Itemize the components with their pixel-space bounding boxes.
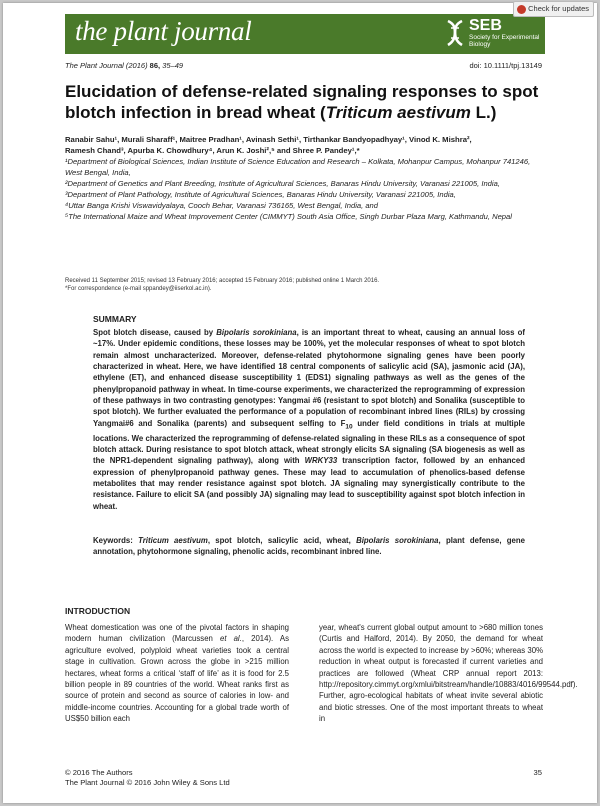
authors-line: Ranabir Sahu¹, Murali Sharaff¹, Maitree Pradhan¹, Avinash Sethi¹, Tirthankar Bandyopadhyay¹, Vinod K. Mishra², — [65, 135, 472, 144]
check-for-updates-button[interactable] — [513, 1, 594, 17]
author-list — [65, 134, 545, 156]
citation-pages: 35–49 — [162, 61, 184, 70]
affiliation: ⁵The International Maize and Wheat Improvement Center (CIMMYT) South Asia Office, Singh Durbar Plaza Marg, Kathmandu, Nepal — [65, 212, 512, 221]
doi[interactable]: doi: 10.1111/tpj.13149 — [469, 61, 542, 70]
introduction-heading: INTRODUCTION — [65, 606, 131, 616]
summary-text: Spot blotch disease, caused by Bipolaris sorokiniana, is an important threat to wheat, causing an annual loss of ~17%. Under epidemic conditions, these losses may be 100%, yet the molecular responses of wheat to spot blotch remain almost uncharacterized. Moreover, defense-related phytohormone signaling genes have been poorly characterized in wheat. Here, we have identified 18 central components of salicylic acid (SA), jasmonic acid (JA), ethylene (ET), and enhanced disease susceptibility 1 (EDS1) signaling pathways as well as the genes of the phenylpropanoid pathway in wheat. In time-course experiments, we characterized the reprogramming of expression of these pathways in two contrasting genotypes: Yangmai #6 (resistant to spot blotch) and Sonalika (susceptible to spot blotch). We further evaluated the performance of a population of recombinant inbred lines (RILs) by crossing Yangmai#6 and Sonalika (parents) and subsequent selfing to $F_{10}$ under field conditions in trials at multiple locations. We characterized the reprogramming of defense-related signaling in these RILs as a consequence of spot blotch attack. During resistance to spot blotch attack, wheat strongly elicits SA signaling (SA biogenesis as well as the NPR1-dependent signaling pathway), along with WRKY33 transcription factor, followed by an enhanced expression of phenylpropanoid pathway genes. These may lead to accumulation of phenolics-based defense metabolites that may render resistance against spot blotch. JA signaling may synergistically contribute to the resistance. Failure to elicit SA (and possibly JA) signaling may lead to susceptibility against spot blotch infection in wheat. — [93, 328, 525, 511]
received-line: Received 11 September 2015; revised 13 February 2016; accepted 15 February 2016; published online 1 March 2016. — [65, 278, 380, 284]
affiliation: ³Department of Plant Pathology, Institute of Agricultural Sciences, Banaras Hindu University, Varanasi 221005, India, — [65, 190, 456, 199]
check-for-updates-label: Check for updates — [528, 4, 589, 13]
article-page — [3, 3, 597, 803]
affiliation: ²Department of Genetics and Plant Breeding, Institute of Agricultural Sciences, Banaras Hindu University, Varanasi 221005, India, — [65, 179, 500, 188]
seb-logo-icon — [443, 19, 467, 47]
introduction-column-left: Wheat domestication was one of the pivotal factors in shaping modern human civilization (Marcussen et al., 2014). As agriculture evolved, polyploid wheat varieties took a central stage in cultivation. Grown across the globe in >215 million hectares, wheat forms a critical ‘staff of life’ as it is food for 2.5 billion people in 89 countries of the world. Wheat ranks first as source of protein and second as source of calories in low- and middle-income countries. Accounting for a global trade worth of US$50 billion each — [65, 623, 290, 724]
correspondence-line: *For correspondence (e-mail sppandey@iiserkol.ac.in). — [65, 286, 212, 292]
affiliations — [65, 156, 545, 222]
authors-line: Ramesh Chand³, Apurba K. Chowdhury⁴, Arun K. Joshi²,⁵ and Shree P. Pandey¹,* — [65, 146, 360, 155]
citation — [65, 61, 183, 70]
citation-journal: The Plant Journal — [65, 61, 124, 70]
summary-heading: SUMMARY — [93, 314, 137, 324]
page-number: 35 — [533, 768, 542, 777]
citation-year: (2016) — [125, 61, 148, 70]
footer-copyright: © 2016 The Authors The Plant Journal © 2016 John Wiley & Sons Ltd — [65, 768, 230, 787]
seb-name: SEB — [469, 17, 502, 34]
publication-dates — [65, 277, 545, 293]
article-title: Elucidation of defense-related signaling responses to spot blotch infection in bread wheat (Triticum aestivum L.) — [65, 82, 539, 122]
seb-subtitle: Society for Experimental Biology — [469, 34, 540, 48]
introduction-column-right: year, wheat's current global output amount to >680 million tones (Curtis and Halford, 2014). By 2050, the demand for wheat across the world is expected to increase by >60%; whereas 30% reduction in wheat output is forecasted if current varieties and practices are followed (Wheat CRP annual report 2013: http://repository.cimmyt.org/xmlui/bitstream/handle/10883/4016/99544.pdf). Further, agro-ecological habitats of wheat invite several abiotic and biotic stresses. One of the most important threats to wheat in — [319, 623, 578, 724]
journal-banner — [65, 14, 545, 54]
affiliation: ¹Department of Biological Sciences, Indian Institute of Science Education and Research – Kolkata, Mohanpur Campus, Mohanpur 741246, West Bengal, India, — [65, 157, 531, 177]
journal-title: the plant journal — [75, 16, 252, 46]
citation-volume: 86, — [149, 61, 161, 70]
crossmark-icon — [517, 5, 526, 14]
keywords: Keywords: Triticum aestivum, spot blotch, salicylic acid, wheat, Bipolaris sorokiniana, plant defense, gene annotation, phytohormone signaling, phenolic acids, recombinant inbred line. — [93, 536, 525, 557]
affiliation: ⁴Uttar Banga Krishi Viswavidyalaya, Cooch Behar, Varanasi 736165, West Bengal, India, and — [65, 201, 378, 210]
